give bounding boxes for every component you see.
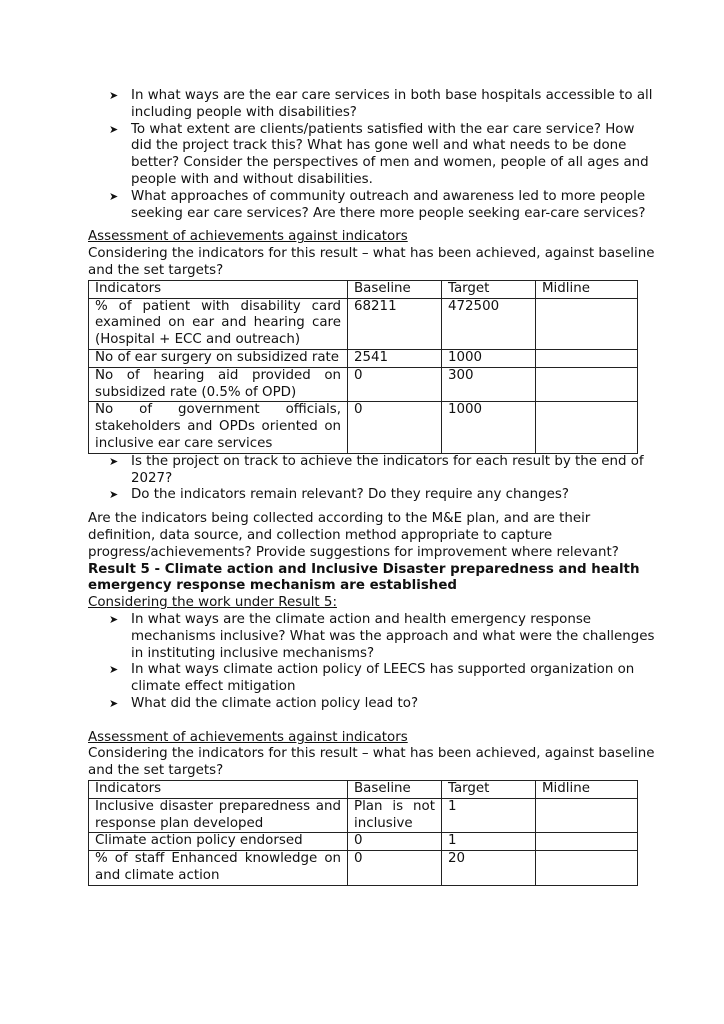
table-row (89, 402, 638, 453)
indicator-cell: Inclusive disaster preparedness and response plan developed (89, 798, 348, 833)
column-header: Midline (536, 280, 638, 298)
midline-cell (536, 851, 638, 886)
arrow-bullet-icon: ➤ (109, 612, 119, 626)
indicator-cell: No of ear surgery on subsidized rate (89, 349, 348, 367)
column-header: Baseline (348, 781, 442, 799)
column-header: Target (442, 280, 536, 298)
result5-consider: Considering the work under Result 5: (88, 595, 337, 611)
track-bullet-list (88, 454, 658, 504)
table-header-row (89, 280, 638, 298)
table-row (89, 349, 638, 367)
midline-cell (536, 833, 638, 851)
list-item: ➤ Is the project on track to achieve the indicators for each result by the end of 2027? (109, 453, 644, 486)
list-item: ➤ In what ways are the climate action and health emergency response mechanisms inclusive? What was the approach and what were the challenges in instituting inclusive mechanisms? (109, 611, 655, 661)
indicator-cell: Climate action policy endorsed (89, 833, 348, 851)
arrow-bullet-icon: ➤ (109, 454, 119, 468)
arrow-bullet-icon: ➤ (109, 122, 119, 136)
target-cell: 1 (442, 833, 536, 851)
table-row (89, 851, 638, 886)
list-item: ➤ What did the climate action policy lead to? (109, 695, 419, 711)
arrow-bullet-icon: ➤ (109, 663, 119, 677)
list-item: ➤ In what ways climate action policy of LEECS has supported organization on climate effect mitigation (109, 662, 635, 695)
column-header: Baseline (348, 280, 442, 298)
assessment-intro: Considering the indicators for this result – what has been achieved, against baseline and the set targets? (88, 246, 655, 278)
baseline-cell: 0 (348, 402, 442, 453)
baseline-cell: 0 (348, 367, 442, 402)
me-paragraph: Are the indicators being collected according to the M&E plan, and are their definition, data source, and collection method appropriate to capture progress/achievements? Provide suggestions for improvement where relevant? (88, 511, 619, 560)
indicator-cell: No of hearing aid provided on subsidized rate (0.5% of OPD) (89, 367, 348, 402)
table-row (89, 798, 638, 833)
midline-cell (536, 349, 638, 367)
target-cell: 300 (442, 367, 536, 402)
column-header: Indicators (89, 781, 348, 799)
table-row (89, 833, 638, 851)
indicator-cell: % of patient with disability card examined on ear and hearing care (Hospital + ECC and outreach) (89, 298, 348, 349)
target-cell: 1000 (442, 402, 536, 453)
midline-cell (536, 798, 638, 833)
indicator-cell: % of staff Enhanced knowledge on and climate action (89, 851, 348, 886)
arrow-bullet-icon: ➤ (109, 89, 119, 102)
arrow-bullet-icon: ➤ (109, 488, 119, 502)
column-header: Target (442, 781, 536, 799)
column-header: Midline (536, 781, 638, 799)
indicator-cell: No of government officials, stakeholders and OPDs oriented on inclusive ear care services (89, 402, 348, 453)
list-item: ➤ In what ways are the ear care services in both base hospitals accessible to all including people with disabilities? (109, 88, 653, 120)
target-cell: 1 (442, 798, 536, 833)
result5-bullet-list (88, 612, 658, 713)
target-cell: 1000 (442, 349, 536, 367)
arrow-bullet-icon: ➤ (109, 189, 119, 203)
table-row (89, 367, 638, 402)
target-cell: 472500 (442, 298, 536, 349)
document-page (88, 88, 658, 886)
result5-title: Result 5 - Climate action and Inclusive Disaster preparedness and health emergency response mechanism are established (88, 561, 640, 594)
baseline-cell: Plan is not inclusive (348, 798, 442, 833)
column-header: Indicators (89, 280, 348, 298)
midline-cell (536, 298, 638, 349)
list-item: ➤ To what extent are clients/patients satisfied with the ear care service? How did the project track this? What has gone well and what needs to be done better? Consider the perspectives of men and women, people of all ages and people with and without disabilities. (109, 121, 649, 187)
baseline-cell: 68211 (348, 298, 442, 349)
indicators-table-1 (88, 280, 638, 454)
baseline-cell: 0 (348, 851, 442, 886)
baseline-cell: 0 (348, 833, 442, 851)
arrow-bullet-icon: ➤ (109, 696, 119, 710)
assessment-intro-2: Considering the indicators for this result – what has been achieved, against baseline and the set targets? (88, 746, 655, 779)
baseline-cell: 2541 (348, 349, 442, 367)
target-cell: 20 (442, 851, 536, 886)
list-item: ➤ Do the indicators remain relevant? Do they require any changes? (109, 487, 569, 503)
table-row (89, 298, 638, 349)
table-header-row (89, 781, 638, 799)
midline-cell (536, 367, 638, 402)
midline-cell (536, 402, 638, 453)
assessment-heading: Assessment of achievements against indicators (88, 229, 408, 245)
assessment-heading-2: Assessment of achievements against indicators (88, 729, 408, 745)
list-item: ➤ What approaches of community outreach and awareness led to more people seeking ear care services? Are there more people seeking ear-care services? (109, 188, 646, 221)
indicators-table-2 (88, 780, 638, 886)
intro-bullet-list (88, 88, 658, 222)
